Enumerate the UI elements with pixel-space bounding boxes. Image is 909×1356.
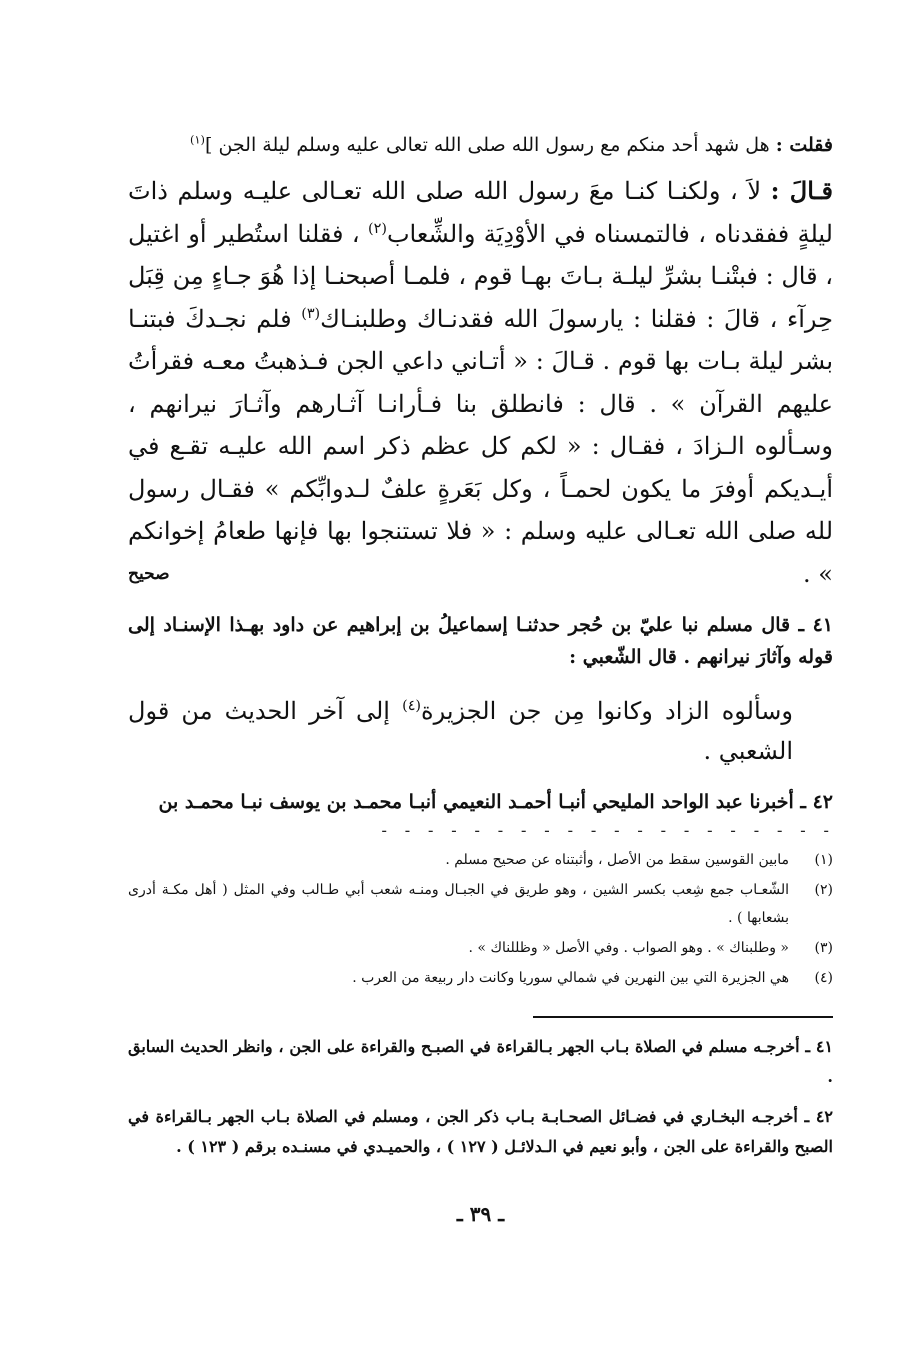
takhrij-42: ٤٢ ـ أخرجـه البخـاري في فضـائل الصحـابـة بـاب ذكر الجن ، ومسلم في الصلاة بـاب الجهر بـالقراءة في الصبح والقراءة على الجن ، وأبو نعيم في الـدلائـل ( ١٢٧ ) ، والحميـدي في مسنـده برقم ( ١٢٣ ) . xyxy=(128,1107,834,1156)
shabi-quote xyxy=(128,691,793,771)
intro-text: هل شهد أحد منكم مع رسول الله صلى الله تعالى عليه وسلم ليلة الجن ] xyxy=(205,134,770,156)
footnote-ref-2: (٢) xyxy=(367,220,387,237)
grade-label: صحيح xyxy=(128,563,170,584)
footnote-item xyxy=(128,964,833,992)
hadith-41-isnad xyxy=(128,609,833,673)
footnote-number: (٤) xyxy=(814,970,833,986)
page xyxy=(128,128,833,1226)
footnotes xyxy=(128,846,833,992)
main-part-2: ، فقلنا استُطير أو اغتيل ، قال : فبتْنـا بشرِّ ليلـة بـاتَ بهـا قوم ، فلمـا أصبحنـا إذا هُوَ جـاءٍ مِن قِبَل حِرآء ، قالَ : فقلنا : يارسولَ الله فقدنـاك وطلبنـاك xyxy=(128,219,833,333)
footnote-text: هي الجزيرة التي بين النهرين في شمالي سوريا وكانت دار ربيعة من العرب . xyxy=(352,970,789,986)
footnote-ref-1: (١) xyxy=(189,132,205,147)
main-part-3: فلم نجـدكَ فبتنـا بشر ليلة بـات بها قوم . قـالَ : « أتـاني داعي الجن فـذهبتُ معـه فقرأتُ عليهم القرآن » . قال : فانطلق بنا فـأرانـا آثـارهم وآثـارَ نيرانهم ، وسـألوه الـزادَ ، فقـال : « لكم كل عظم ذكر اسم الله عليـه تقـع في أيـديكم أوفرَ ما يكون لحمـاً ، وكل بَعَرةٍ علفٌ لـدوابِّكم » فقـال رسول لله صلى الله تعـالى عليه وسلم : « فلا تستنجوا بها فإنها طعامُ إخوانكم » . xyxy=(128,304,834,588)
main-part-1: لاَ ، ولكنـا كنـا معَ رسول الله صلى الله تعـالى عليـه وسلم ذاتَ ليلةٍ ففقدناه ، فالتمسناه في الأوْدِيَة والشِّعاب xyxy=(128,177,833,248)
hadith-41-text: ٤١ ـ قال مسلم نبا عليّ بن حُجر حدثنـا إسماعيلُ بن إبراهيم عن داود بهـذا الإسنـاد إلى قوله وآثارَ نيرانهم . xyxy=(128,614,833,668)
footnote-ref-4: (٤) xyxy=(402,698,422,714)
footnote-item xyxy=(128,846,833,874)
footnote-separator: - - - - - - - - - - - - - - - - - - - - xyxy=(379,821,833,840)
page-number: ـ ٣٩ ـ xyxy=(456,1202,505,1226)
intro-lead: فقلت : xyxy=(775,134,833,156)
intro-paragraph xyxy=(128,128,833,162)
hadith-text xyxy=(128,170,833,595)
footnote-ref-3: (٣) xyxy=(301,305,321,322)
footnote-text: مابين القوسين سقط من الأصل ، وأثبتناه عن صحيح مسلم . xyxy=(445,852,789,868)
hadith-41-lead: قال الشّعبي : xyxy=(569,646,677,668)
footnote-item xyxy=(128,934,833,962)
takhrij-divider xyxy=(533,1016,833,1018)
takhrij-41: ٤١ ـ أخرجـه مسلم في الصلاة بـاب الجهر بـالقراءة في الصبـح والقراءة على الجن ، وانظر الحديث السابق . xyxy=(128,1037,833,1086)
footnote-number: (٢) xyxy=(814,882,833,898)
shabi-text-1: وسألوه الزاد وكانوا مِن جن الجزيرة xyxy=(421,697,793,725)
hadith-42-isnad: ٤٢ ـ أخبرنا عبد الواحد المليحي أنبـا أحمـد النعيمي أنبـا محمـد بن يوسف نبـا محمـد بن xyxy=(158,791,833,813)
footnote-text: الشّعـاب جمع شِعب بكسر الشين ، وهو طريق في الجبـال ومنـه شعب أبي طـالب وفي المثل ( أهل مكـة أدرى بشعابها ) . xyxy=(128,882,789,926)
footnote-text: « وطلبناك » . وهو الصواب . وفي الأصل « وظللناك » . xyxy=(468,940,789,956)
shabi-text-2: إلى آخر الحديث من قول الشعبي . xyxy=(128,697,793,765)
footnote-number: (٣) xyxy=(814,940,833,956)
footnote-number: (١) xyxy=(814,852,833,868)
footnote-item xyxy=(128,876,833,932)
main-lead: قـالَ : xyxy=(770,176,834,205)
